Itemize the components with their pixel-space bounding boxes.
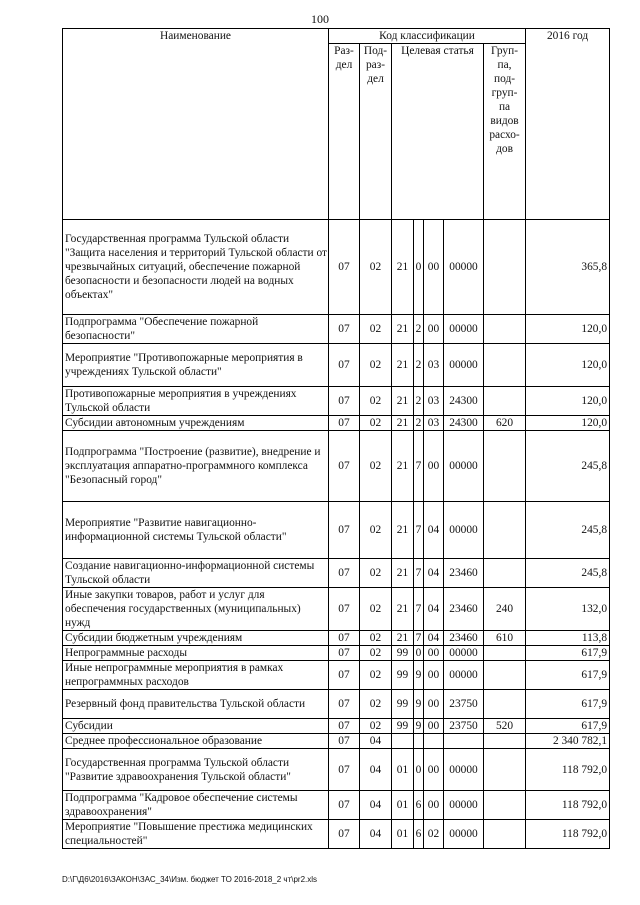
row-subsection-code: 02 xyxy=(360,631,392,646)
row-section-code: 07 xyxy=(329,661,360,690)
row-expense-group-code xyxy=(484,387,526,416)
table-row xyxy=(63,387,610,416)
row-target-program-code: 99 xyxy=(392,646,414,661)
row-target-measure-code: 03 xyxy=(424,416,444,431)
row-target-direction-code: 23460 xyxy=(444,588,484,631)
row-name: Мероприятие "Развитие навигационно-информационной системы Тульской области" xyxy=(63,502,329,559)
row-subsection-code: 02 xyxy=(360,719,392,734)
row-target-program-code xyxy=(392,734,414,749)
row-target-direction-code: 00000 xyxy=(444,344,484,387)
row-amount-2016: 245,8 xyxy=(526,559,610,588)
row-name: Среднее профессиональное образование xyxy=(63,734,329,749)
row-section-code: 07 xyxy=(329,431,360,502)
row-target-subprogram-code: 7 xyxy=(414,631,424,646)
row-target-program-code: 21 xyxy=(392,220,414,315)
row-expense-group-code xyxy=(484,220,526,315)
row-target-direction-code: 23460 xyxy=(444,559,484,588)
table-row xyxy=(63,631,610,646)
row-target-program-code: 21 xyxy=(392,588,414,631)
row-amount-2016: 617,9 xyxy=(526,646,610,661)
row-target-program-code: 21 xyxy=(392,559,414,588)
table-row xyxy=(63,315,610,344)
row-name: Субсидии автономным учреждениям xyxy=(63,416,329,431)
row-target-program-code: 21 xyxy=(392,431,414,502)
row-target-measure-code: 00 xyxy=(424,749,444,791)
row-target-measure-code: 00 xyxy=(424,690,444,719)
row-target-subprogram-code: 2 xyxy=(414,344,424,387)
row-expense-group-code xyxy=(484,820,526,849)
table-row xyxy=(63,431,610,502)
row-target-program-code: 21 xyxy=(392,344,414,387)
header-expense-group: Груп- па, под- груп- па видов расхо- дов xyxy=(484,44,526,220)
row-subsection-code: 02 xyxy=(360,690,392,719)
row-target-subprogram-code: 9 xyxy=(414,661,424,690)
row-amount-2016: 365,8 xyxy=(526,220,610,315)
header-row-1 xyxy=(63,29,610,44)
row-target-subprogram-code: 7 xyxy=(414,588,424,631)
row-target-direction-code: 24300 xyxy=(444,416,484,431)
row-section-code: 07 xyxy=(329,734,360,749)
row-expense-group-code xyxy=(484,315,526,344)
row-expense-group-code xyxy=(484,749,526,791)
row-section-code: 07 xyxy=(329,791,360,820)
header-section: Раз- дел xyxy=(329,44,360,220)
row-name: Субсидии xyxy=(63,719,329,734)
row-subsection-code: 02 xyxy=(360,559,392,588)
row-section-code: 07 xyxy=(329,646,360,661)
row-section-code: 07 xyxy=(329,588,360,631)
row-expense-group-code xyxy=(484,646,526,661)
row-target-direction-code: 00000 xyxy=(444,502,484,559)
row-target-subprogram-code: 0 xyxy=(414,749,424,791)
row-target-subprogram-code xyxy=(414,734,424,749)
table-row xyxy=(63,220,610,315)
row-name: Субсидии бюджетным учреждениям xyxy=(63,631,329,646)
row-subsection-code: 04 xyxy=(360,749,392,791)
row-target-measure-code: 04 xyxy=(424,502,444,559)
row-target-subprogram-code: 9 xyxy=(414,719,424,734)
row-target-measure-code: 00 xyxy=(424,220,444,315)
row-target-measure-code: 04 xyxy=(424,631,444,646)
table-row xyxy=(63,820,610,849)
header-subsection: Под- раз- дел xyxy=(360,44,392,220)
table-row xyxy=(63,719,610,734)
row-target-program-code: 21 xyxy=(392,502,414,559)
row-subsection-code: 02 xyxy=(360,502,392,559)
row-target-program-code: 99 xyxy=(392,661,414,690)
row-section-code: 07 xyxy=(329,416,360,431)
row-target-program-code: 21 xyxy=(392,315,414,344)
row-target-direction-code: 23460 xyxy=(444,631,484,646)
row-amount-2016: 118 792,0 xyxy=(526,791,610,820)
row-expense-group-code xyxy=(484,690,526,719)
row-subsection-code: 02 xyxy=(360,387,392,416)
row-name: Иные закупки товаров, работ и услуг для обеспечения государственных (муниципальных) нужд xyxy=(63,588,329,631)
row-target-measure-code: 03 xyxy=(424,387,444,416)
row-section-code: 07 xyxy=(329,344,360,387)
row-target-measure-code: 00 xyxy=(424,661,444,690)
budget-table xyxy=(62,28,610,849)
row-target-direction-code: 23750 xyxy=(444,719,484,734)
row-subsection-code: 02 xyxy=(360,344,392,387)
row-target-subprogram-code: 7 xyxy=(414,559,424,588)
row-target-subprogram-code: 7 xyxy=(414,431,424,502)
row-target-measure-code: 00 xyxy=(424,791,444,820)
row-section-code: 07 xyxy=(329,502,360,559)
row-name: Подпрограмма "Кадровое обеспечение системы здравоохранения" xyxy=(63,791,329,820)
row-target-measure-code xyxy=(424,734,444,749)
row-target-subprogram-code: 2 xyxy=(414,416,424,431)
row-name: Государственная программа Тульской области "Защита населения и территорий Тульской области от чрезвычайных ситуаций, обеспечение пожарной безопасности и безопасности людей на водных объектах" xyxy=(63,220,329,315)
row-expense-group-code xyxy=(484,791,526,820)
table-row xyxy=(63,344,610,387)
row-target-measure-code: 00 xyxy=(424,646,444,661)
row-target-measure-code: 00 xyxy=(424,431,444,502)
table-row xyxy=(63,749,610,791)
row-target-subprogram-code: 6 xyxy=(414,820,424,849)
row-name: Противопожарные мероприятия в учреждениях Тульской области xyxy=(63,387,329,416)
row-name: Подпрограмма "Обеспечение пожарной безопасности" xyxy=(63,315,329,344)
header-classification: Код классификации xyxy=(329,29,526,44)
row-target-direction-code: 00000 xyxy=(444,749,484,791)
row-section-code: 07 xyxy=(329,559,360,588)
row-target-subprogram-code: 6 xyxy=(414,791,424,820)
row-target-subprogram-code: 7 xyxy=(414,502,424,559)
row-target-measure-code: 04 xyxy=(424,588,444,631)
row-subsection-code: 02 xyxy=(360,416,392,431)
table-row xyxy=(63,416,610,431)
row-target-subprogram-code: 0 xyxy=(414,220,424,315)
row-target-direction-code xyxy=(444,734,484,749)
table-row xyxy=(63,690,610,719)
row-target-program-code: 21 xyxy=(392,387,414,416)
row-target-direction-code: 00000 xyxy=(444,661,484,690)
row-target-measure-code: 00 xyxy=(424,315,444,344)
row-subsection-code: 02 xyxy=(360,431,392,502)
row-section-code: 07 xyxy=(329,631,360,646)
header-target-article: Целевая статья xyxy=(392,44,484,220)
file-path-footer: D:\Г\Д6\2016\ЗАКОН\ЗАС_34\Изм. бюджет ТО 2016-2018_2 чт\pr2.xls xyxy=(62,875,318,884)
row-amount-2016: 118 792,0 xyxy=(526,820,610,849)
row-amount-2016: 617,9 xyxy=(526,661,610,690)
row-target-direction-code: 24300 xyxy=(444,387,484,416)
table-row xyxy=(63,559,610,588)
row-target-measure-code: 03 xyxy=(424,344,444,387)
row-amount-2016: 120,0 xyxy=(526,387,610,416)
row-subsection-code: 02 xyxy=(360,220,392,315)
row-subsection-code: 02 xyxy=(360,646,392,661)
row-section-code: 07 xyxy=(329,387,360,416)
header-name: Наименование xyxy=(63,29,329,220)
row-target-program-code: 21 xyxy=(392,631,414,646)
row-section-code: 07 xyxy=(329,719,360,734)
row-target-program-code: 99 xyxy=(392,719,414,734)
row-expense-group-code: 610 xyxy=(484,631,526,646)
row-amount-2016: 118 792,0 xyxy=(526,749,610,791)
table-row xyxy=(63,502,610,559)
row-target-program-code: 99 xyxy=(392,690,414,719)
row-target-measure-code: 04 xyxy=(424,559,444,588)
row-expense-group-code: 520 xyxy=(484,719,526,734)
row-target-program-code: 01 xyxy=(392,749,414,791)
row-target-program-code: 01 xyxy=(392,820,414,849)
row-expense-group-code: 620 xyxy=(484,416,526,431)
table-row xyxy=(63,661,610,690)
row-target-direction-code: 00000 xyxy=(444,220,484,315)
row-target-subprogram-code: 2 xyxy=(414,387,424,416)
row-target-measure-code: 00 xyxy=(424,719,444,734)
row-amount-2016: 120,0 xyxy=(526,416,610,431)
row-section-code: 07 xyxy=(329,749,360,791)
row-section-code: 07 xyxy=(329,315,360,344)
row-amount-2016: 245,8 xyxy=(526,502,610,559)
row-name: Резервный фонд правительства Тульской области xyxy=(63,690,329,719)
row-section-code: 07 xyxy=(329,820,360,849)
table-row xyxy=(63,646,610,661)
table-row xyxy=(63,791,610,820)
table-row xyxy=(63,588,610,631)
row-subsection-code: 02 xyxy=(360,315,392,344)
row-target-measure-code: 02 xyxy=(424,820,444,849)
row-subsection-code: 02 xyxy=(360,588,392,631)
row-target-direction-code: 00000 xyxy=(444,646,484,661)
row-section-code: 07 xyxy=(329,690,360,719)
row-target-subprogram-code: 9 xyxy=(414,690,424,719)
row-name: Государственная программа Тульской области "Развитие здравоохранения Тульской области" xyxy=(63,749,329,791)
row-amount-2016: 120,0 xyxy=(526,315,610,344)
row-target-direction-code: 23750 xyxy=(444,690,484,719)
table-row xyxy=(63,734,610,749)
row-amount-2016: 113,8 xyxy=(526,631,610,646)
row-expense-group-code xyxy=(484,661,526,690)
row-target-direction-code: 00000 xyxy=(444,791,484,820)
row-target-direction-code: 00000 xyxy=(444,431,484,502)
row-name: Мероприятие "Повышение престижа медицинских специальностей" xyxy=(63,820,329,849)
row-amount-2016: 245,8 xyxy=(526,431,610,502)
row-expense-group-code xyxy=(484,502,526,559)
row-section-code: 07 xyxy=(329,220,360,315)
row-target-program-code: 21 xyxy=(392,416,414,431)
row-name: Подпрограмма "Построение (развитие), внедрение и эксплуатация аппаратно-программного комплекса "Безопасный город" xyxy=(63,431,329,502)
page-number: 100 xyxy=(311,12,329,26)
row-expense-group-code xyxy=(484,559,526,588)
row-target-program-code: 01 xyxy=(392,791,414,820)
row-amount-2016: 120,0 xyxy=(526,344,610,387)
header-year: 2016 год xyxy=(526,29,610,220)
row-amount-2016: 2 340 782,1 xyxy=(526,734,610,749)
row-subsection-code: 02 xyxy=(360,661,392,690)
row-name: Мероприятие "Противопожарные мероприятия в учреждениях Тульской области" xyxy=(63,344,329,387)
row-subsection-code: 04 xyxy=(360,734,392,749)
row-target-direction-code: 00000 xyxy=(444,820,484,849)
row-amount-2016: 617,9 xyxy=(526,719,610,734)
row-subsection-code: 04 xyxy=(360,820,392,849)
row-amount-2016: 617,9 xyxy=(526,690,610,719)
row-subsection-code: 04 xyxy=(360,791,392,820)
row-expense-group-code xyxy=(484,344,526,387)
row-name: Создание навигационно-информационной системы Тульской области xyxy=(63,559,329,588)
row-target-subprogram-code: 2 xyxy=(414,315,424,344)
row-expense-group-code: 240 xyxy=(484,588,526,631)
row-target-direction-code: 00000 xyxy=(444,315,484,344)
row-name: Иные непрограммные мероприятия в рамках непрограммных расходов xyxy=(63,661,329,690)
row-expense-group-code xyxy=(484,734,526,749)
row-name: Непрограммные расходы xyxy=(63,646,329,661)
row-amount-2016: 132,0 xyxy=(526,588,610,631)
row-target-subprogram-code: 0 xyxy=(414,646,424,661)
row-expense-group-code xyxy=(484,431,526,502)
